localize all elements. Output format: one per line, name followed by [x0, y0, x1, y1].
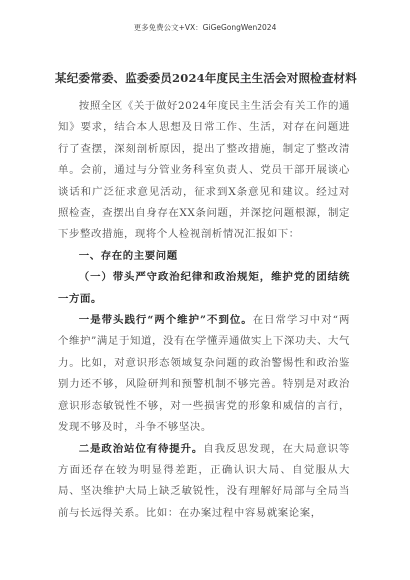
item-two-paragraph	[58, 439, 350, 525]
item-one-lead: 一是带头践行“两个维护”不到位。	[78, 314, 253, 327]
document-body	[58, 96, 350, 524]
document-title: 某纪委常委、监委委员2024年度民主生活会对照检查材料	[55, 71, 357, 85]
item-one-paragraph	[58, 310, 350, 438]
subsection-heading: （一）带头严守政治纪律和政治规矩，维护党的团结统一方面。	[58, 271, 350, 305]
intro-paragraph: 按照全区《关于做好2024年度民主生活会有关工作的通知》要求，结合本人思想及日常工作、生活，对存在问题进行了查摆，深刻剖析原因，提出了整改措施，制定了整改清单。会前，通过与分管业务科室负责人、党员干部开展谈心谈话和广泛征求意见活动，征求到X条意见和建议。经过对照检查，查摆出自身存在XX条问题，并深挖问题根源，制定下步整改措施，现将个人检视剖析情况汇报如下：	[58, 100, 350, 241]
section-heading: 一、存在的主要问题	[78, 249, 178, 262]
item-one-text: 在日常学习中对“两个维护”满足于知道，没有在学懂弄通做实上下深功夫、大气力。比如，对意识形态领域复杂问题的政治警惕性和政治鉴别力还不够，风险研判和预警机制不够完善。特别是对政治意识形态敏锐性不够，对一些损害党的形象和威信的言行，发现不够及时，斗争不够坚决。	[58, 314, 350, 434]
item-two-lead: 二是政治站位有待提升。	[78, 442, 204, 455]
page-header: 更多免费公文+VX：GiGeGongWen2024	[133, 23, 277, 32]
item-two-text: 自我反思发现，在大局意识等方面还存在较为明显得差距，正确认识大局、自觉服从大局、坚决维护大局上缺乏敏锐性，没有理解好局部与全局当前与长远得关系。比如：在办案过程中容易就案论案，	[58, 442, 350, 519]
